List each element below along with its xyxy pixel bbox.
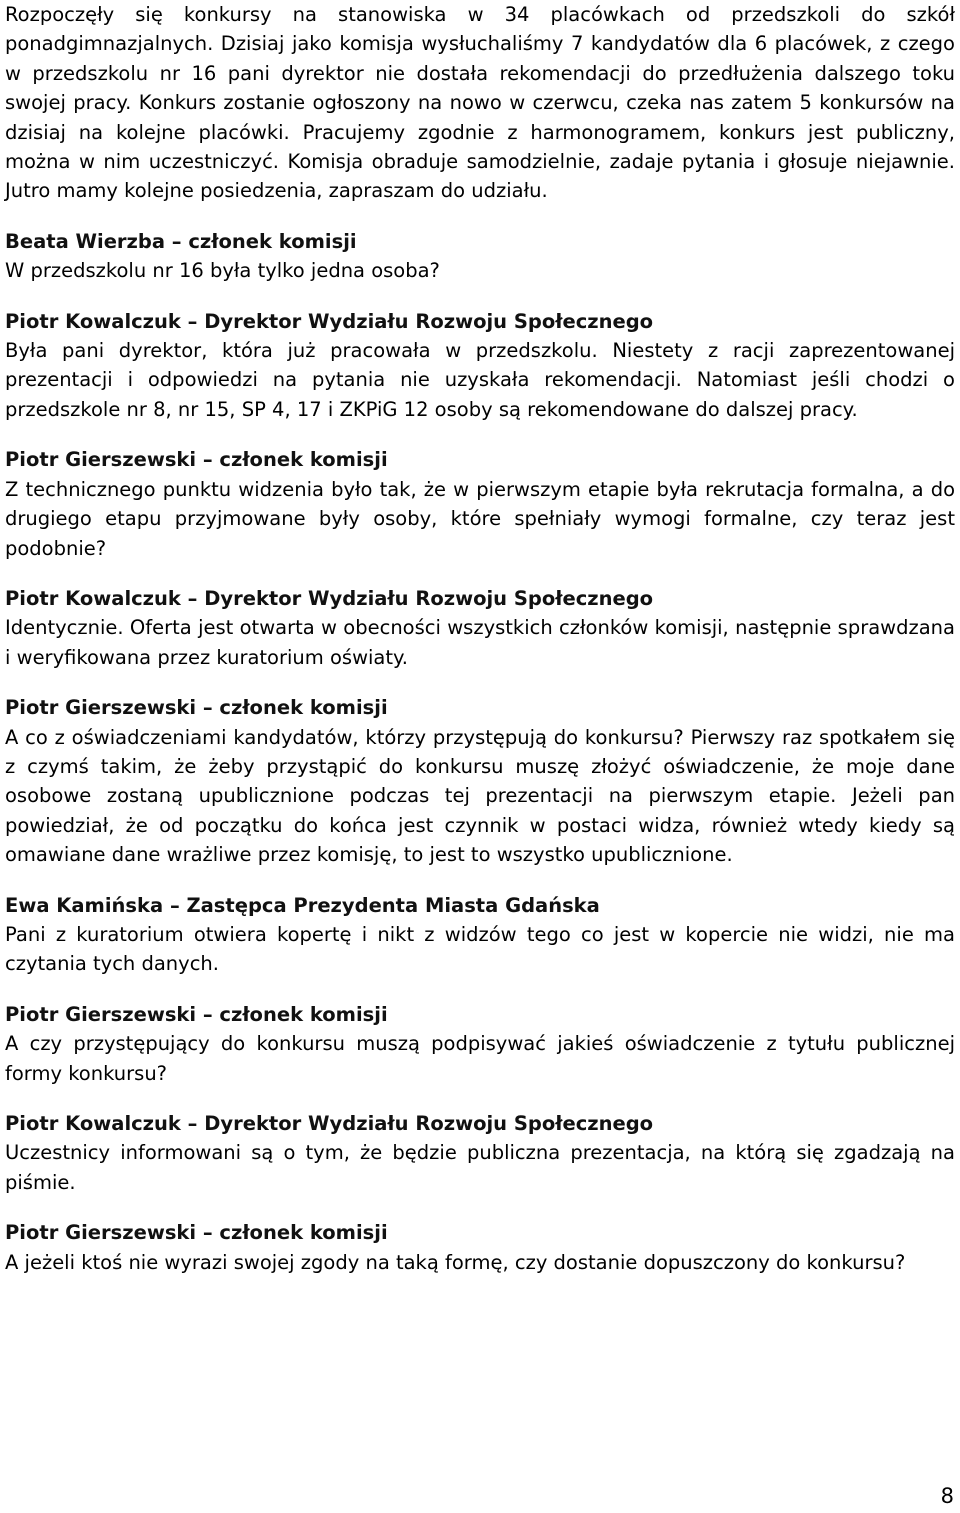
speaker-name: Piotr Gierszewski – członek komisji	[5, 696, 388, 720]
intro-paragraph: Rozpoczęły się konkursy na stanowiska w 34 placówkach od przedszkoli do szkół ponadgimnazjalnych. Dzisiaj jako komisja wysłuchaliśmy 7 kandydatów dla 6 placówek, z czego w przedszkolu nr 16 pani dyrektor nie dostała rekomendacji do przedłużenia dalszego toku swojej pracy. Konkurs zostanie ogłoszony na nowo w czerwcu, czeka nas zatem 5 konkursów na dzisiaj na kolejne placówki. Pracujemy zgodnie z harmonogramem, konkurs jest publiczny, można w nim uczestniczyć. Komisja obraduje samodzielnie, zadaje pytania i głosuje niejawnie. Jutro mamy kolejne posiedzenia, zapraszam do udziału.	[5, 3, 955, 203]
speaker-name: Beata Wierzba – członek komisji	[5, 229, 357, 253]
statement-block	[5, 307, 955, 425]
statement-text: Identycznie. Oferta jest otwarta w obecności wszystkich członków komisji, następnie sprawdzana i weryfikowana przez kuratorium oświaty.	[5, 616, 955, 669]
statement-block	[5, 1109, 955, 1197]
statement-text: Pani z kuratorium otwiera kopertę i nikt z widzów tego co jest w kopercie nie widzi, nie ma czytania tych danych.	[5, 922, 955, 976]
statement-block	[5, 1218, 955, 1277]
speaker-name: Piotr Gierszewski – członek komisji	[5, 448, 388, 472]
statement-text: Uczestnicy informowani są o tym, że będzie publiczna prezentacja, na którą się zgadzają na piśmie.	[5, 1141, 955, 1194]
document-page	[5, 0, 955, 1277]
statement-block	[5, 227, 955, 286]
speaker-name: Piotr Kowalczuk – Dyrektor Wydziału Rozwoju Społecznego	[5, 586, 654, 610]
statement-text: A co z oświadczeniami kandydatów, którzy przystępują do konkursu? Pierwszy raz spotkałem się z czymś takim, że żeby przystąpić do konkursu muszę złożyć oświadczenie, że moje dane osobowe zostaną upublicznione podczas tej prezentacji na pierwszym etapie. Jeżeli pan powiedział, że od początku do końca jest czynnik w postaci widza, również wtedy kiedy są omawiane dane wrażliwe przez komisję, to jest to wszystko upublicznione.	[5, 725, 955, 867]
speaker-name: Ewa Kamińska – Zastępca Prezydenta Miasta Gdańska	[5, 893, 600, 917]
speaker-name: Piotr Gierszewski – członek komisji	[5, 1221, 388, 1245]
page-number: 8	[940, 1484, 954, 1508]
statement-text: A czy przystępujący do konkursu muszą podpisywać jakieś oświadczenie z tytułu publicznej formy konkursu?	[5, 1032, 955, 1085]
statement-block	[5, 445, 955, 563]
statement-block	[5, 1000, 955, 1088]
statement-text: Była pani dyrektor, która już pracowała w przedszkolu. Niestety z racji zaprezentowanej prezentacji i odpowiedzi na pytania nie uzyskała rekomendacji. Natomiast jeśli chodzi o przedszkole nr 8, nr 15, SP 4, 17 i ZKPiG 12 osoby są rekomendowane do dalszej pracy.	[5, 339, 955, 421]
statement-block	[5, 584, 955, 672]
statement-block	[5, 693, 955, 869]
statement-text: A jeżeli ktoś nie wyrazi swojej zgody na taką formę, czy dostanie dopuszczony do konkursu?	[5, 1250, 906, 1274]
speaker-name: Piotr Gierszewski – członek komisji	[5, 1002, 388, 1026]
statement-text: W przedszkolu nr 16 była tylko jedna osoba?	[5, 259, 440, 283]
statement-text: Z technicznego punktu widzenia było tak, że w pierwszym etapie była rekrutacja formalna, a do drugiego etapu przyjmowane były osoby, które spełniały wymogi formalne, czy teraz jest podobnie?	[5, 477, 955, 560]
speaker-name: Piotr Kowalczuk – Dyrektor Wydziału Rozwoju Społecznego	[5, 309, 654, 333]
speaker-name: Piotr Kowalczuk – Dyrektor Wydziału Rozwoju Społecznego	[5, 1112, 654, 1135]
statement-block	[5, 891, 955, 979]
